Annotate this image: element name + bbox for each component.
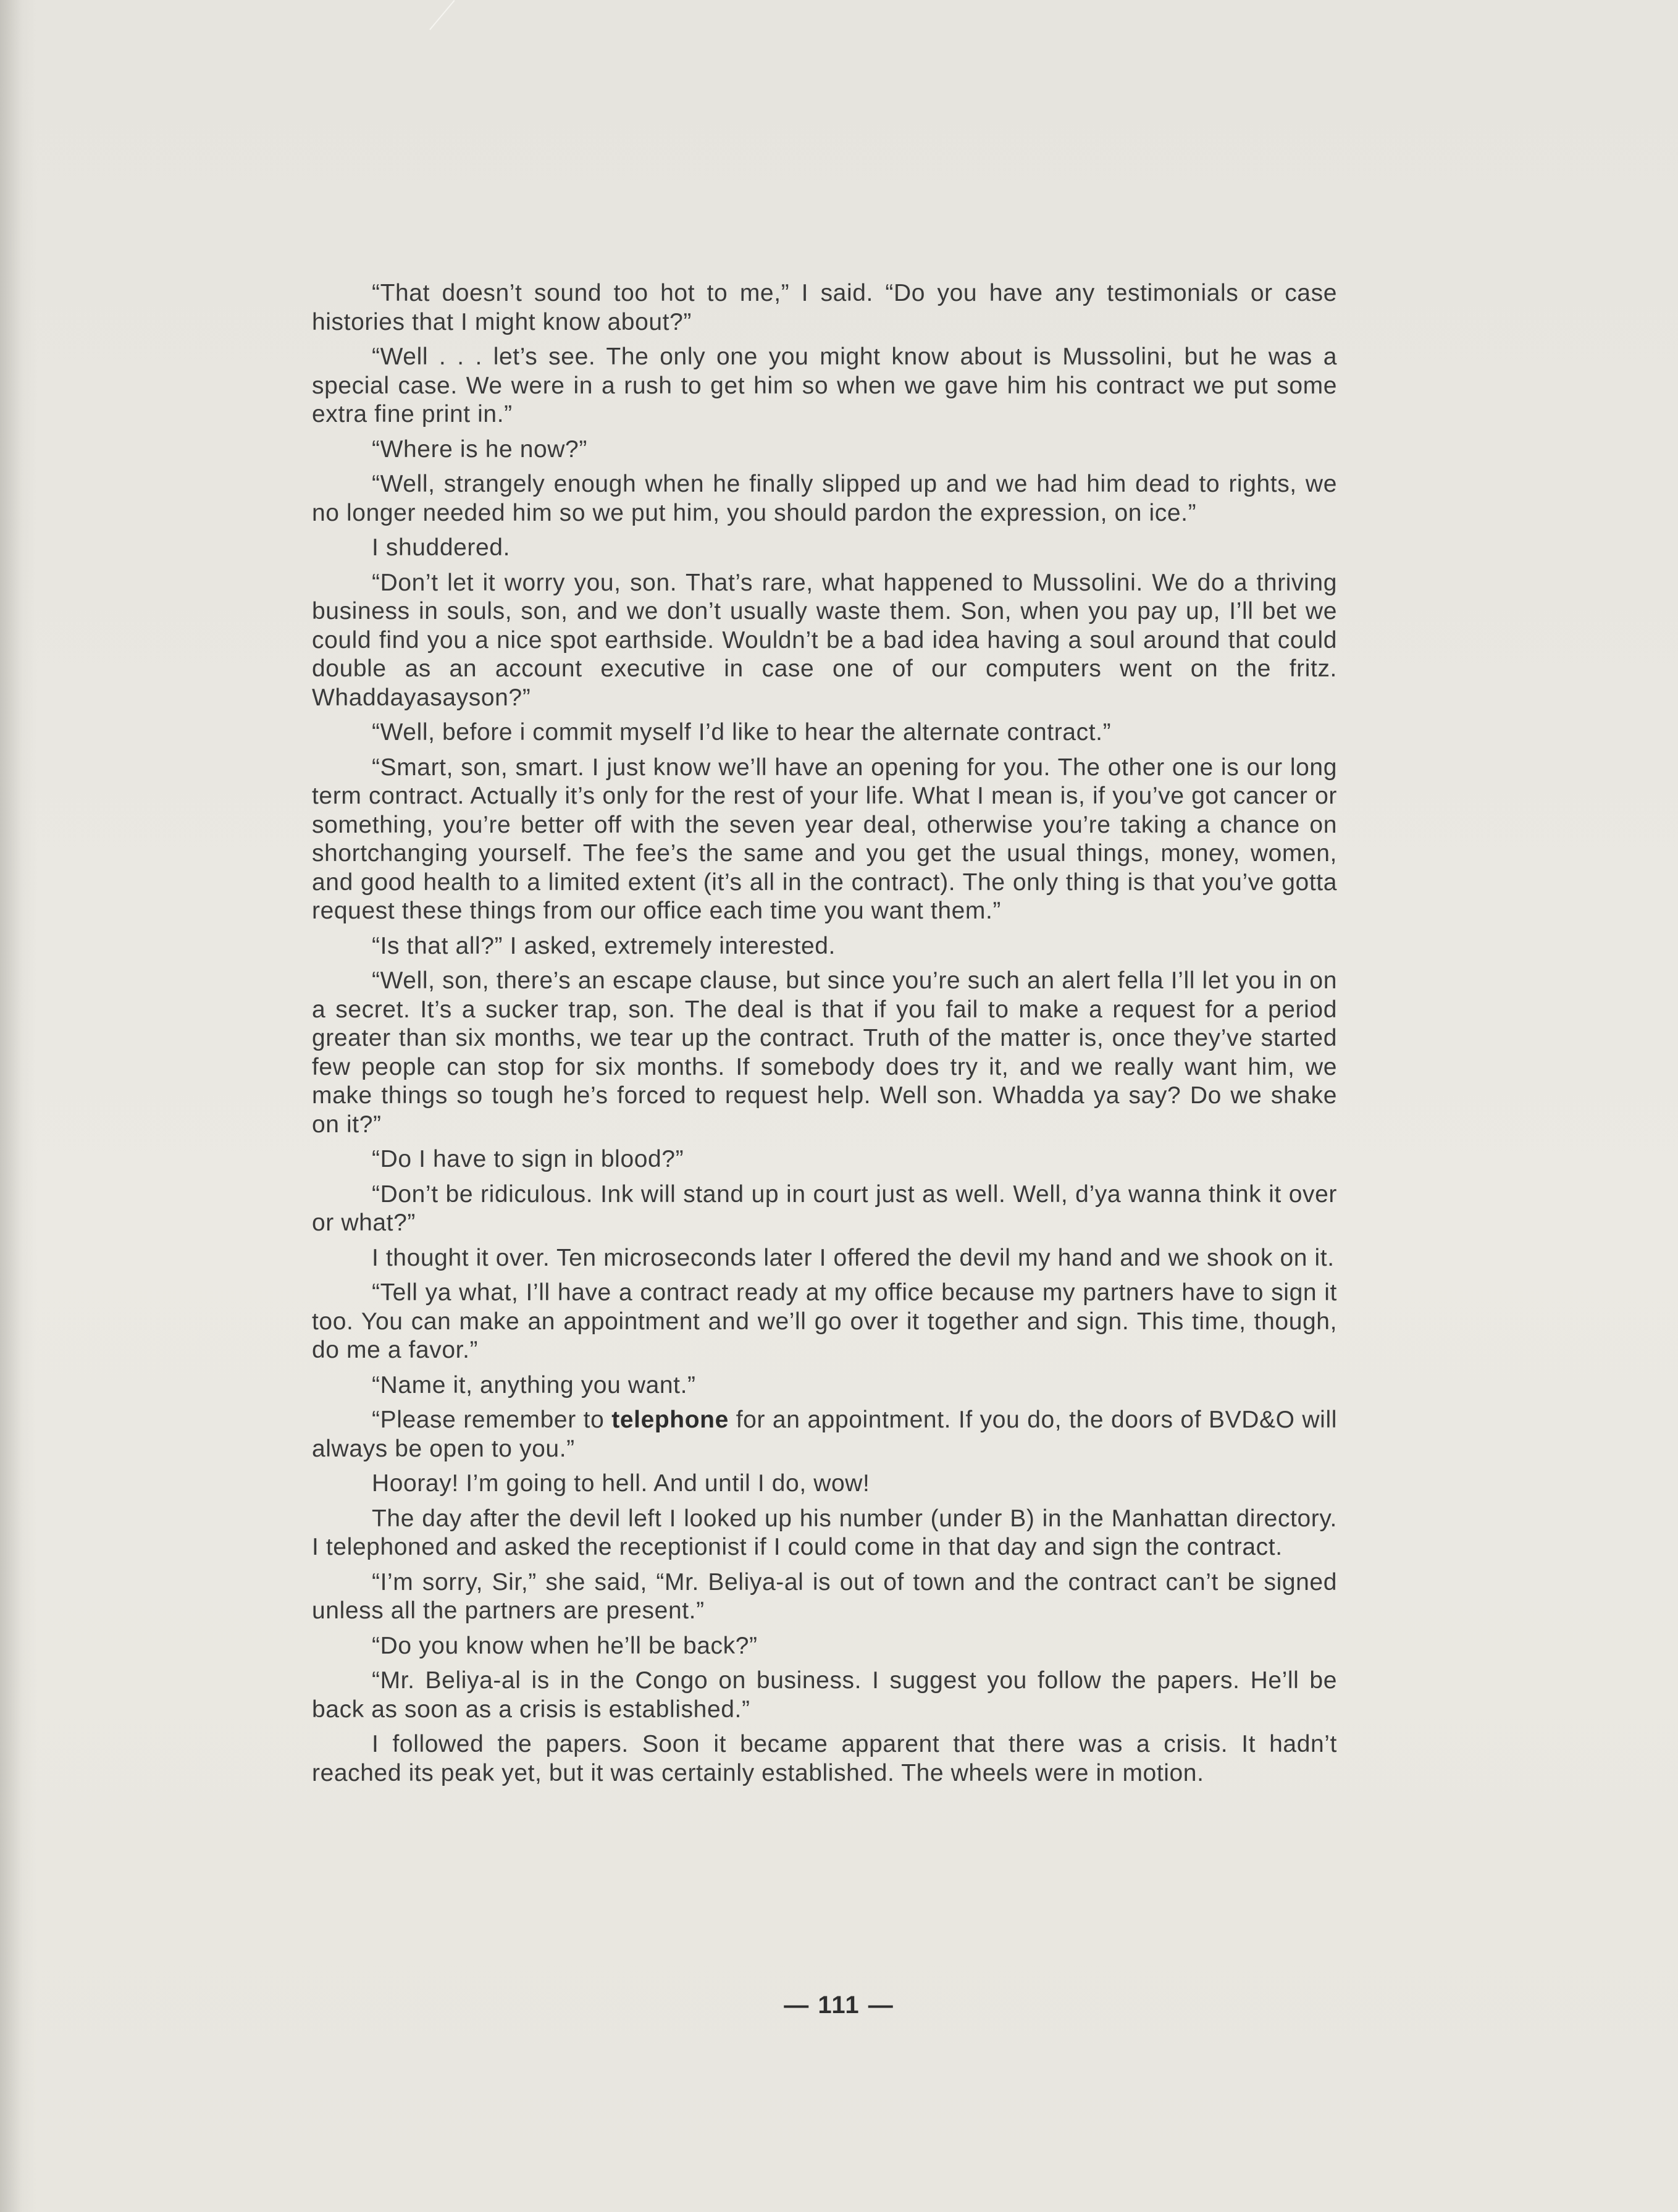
paragraph: “Name it, anything you want.” bbox=[372, 1371, 696, 1398]
telephone-bold-word: telephone bbox=[611, 1407, 729, 1433]
paragraph: “Well, before i commit myself I’d like to hear the alternate contract.” bbox=[372, 719, 1112, 746]
spine-shadow bbox=[0, 0, 37, 2212]
telephone-paragraph bbox=[312, 1406, 1337, 1463]
paragraph: “Well, strangely enough when he finally slipped up and we had him dead to rights, we no longer needed him so we put him, you should pardon the expression, on ice.” bbox=[312, 471, 1337, 526]
paragraph: “That doesn’t sound too hot to me,” I said. “Do you have any testimonials or case histories that I might know about?” bbox=[312, 280, 1337, 335]
paragraph: “Mr. Beliya-al is in the Congo on business. I suggest you follow the papers. He’ll be back as soon as a crisis is established.” bbox=[312, 1667, 1337, 1723]
paragraph: “Is that all?” I asked, extremely interested. bbox=[372, 932, 836, 959]
paragraph: “I’m sorry, Sir,” she said, “Mr. Beliya-al is out of town and the contract can’t be signed unless all the partners are present.” bbox=[312, 1568, 1337, 1624]
paragraph: I thought it over. Ten microseconds later I offered the devil my hand and we shook on it. bbox=[372, 1244, 1335, 1271]
corner-crease bbox=[429, 0, 455, 30]
paragraph: “Don’t be ridiculous. Ink will stand up in court just as well. Well, d’ya wanna think it over or what?” bbox=[312, 1180, 1337, 1236]
paragraph: I followed the papers. Soon it became apparent that there was a crisis. It hadn’t reached its peak yet, but it was certainly established. The wheels were in motion. bbox=[312, 1731, 1337, 1786]
body-text bbox=[312, 279, 1337, 1794]
paragraph: “Smart, son, smart. I just know we’ll have an opening for you. The other one is our long term contract. Actually it’s only for the rest of your life. What I mean is, if you’ve got cancer or something, you’re better off with the seven year deal, otherwise you’re taking a chance on shortchanging yourself. The fee’s the same and you get the usual things, money, women, and good health to a limited extent (it’s all in the contract). The only thing is that you’ve gotta request these things from our office each time you want them.” bbox=[312, 754, 1337, 924]
paragraph: I shuddered. bbox=[372, 534, 511, 561]
page-number: — 111 — bbox=[784, 1991, 894, 2019]
paragraph: “Well, son, there’s an escape clause, but since you’re such an alert fella I’ll let you in on a secret. It’s a sucker trap, son. The deal is that if you fail to make a request for a period greater than six months, we tear up the contract. Truth of the matter is, once they’ve started few people can stop for six months. If somebody does try it, and we really want him, we make things so tough he’s forced to request help. Well son. Whadda ya say? Do we shake on it?” bbox=[312, 967, 1337, 1138]
paragraph: “Where is he now?” bbox=[372, 435, 587, 463]
paragraph: The day after the devil left I looked up his number (under B) in the Manhattan directory. I telephoned and asked the receptionist if I could come in that day and sign the contract. bbox=[312, 1505, 1337, 1560]
paragraph: “Well . . . let’s see. The only one you might know about is Mussolini, but he was a special case. We were in a rush to get him so when we gave him his contract we put some extra fine print in.” bbox=[312, 343, 1337, 427]
paragraph: Hooray! I’m going to hell. And until I do, wow! bbox=[372, 1470, 870, 1497]
paragraph: “Do you know when he’ll be back?” bbox=[372, 1632, 758, 1659]
telephone-text-after: for an appointment. If you do, the doors of BVD&O will always be open to you.” bbox=[312, 1407, 1337, 1462]
telephone-text-before: “Please remember to bbox=[372, 1407, 612, 1433]
paragraph: “Tell ya what, I’ll have a contract ready at my office because my partners have to sign it too. You can make an appointment and we’ll go over it together and sign. This time, though, do me a favor.” bbox=[312, 1279, 1337, 1363]
paragraph: “Don’t let it worry you, son. That’s rare, what happened to Mussolini. We do a thriving business in souls, son, and we don’t usually waste them. Son, when you pay up, I’ll bet we could find you a nice spot earthside. Wouldn’t be a bad idea having a soul around that could double as an account executive in case one of our computers went on the fritz. Whaddayasayson?” bbox=[312, 569, 1337, 711]
paragraph: “Do I have to sign in blood?” bbox=[372, 1146, 684, 1172]
